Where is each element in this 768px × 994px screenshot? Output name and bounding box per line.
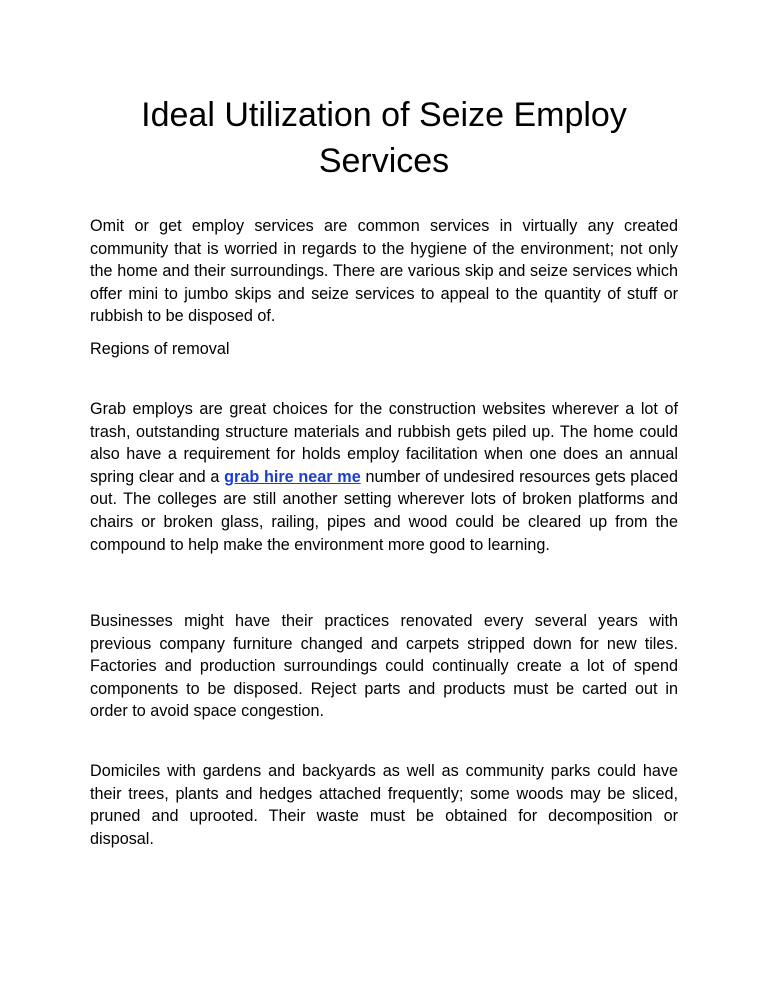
regions-heading: Regions of removal	[90, 340, 230, 358]
paragraph-grab-employs	[90, 398, 678, 556]
paragraph-2-text-after: number of undesired resources gets placed out. The colleges are still another setting wherever lots of broken platforms and chairs or broken glass, railing, pipes and wood could be cleared up from the compound to help make the environment more good to learning.	[90, 467, 678, 554]
page-title: Ideal Utilization of Seize Employ Services	[141, 96, 627, 180]
paragraph-2-text-before: Grab employs are great choices for the construction websites wherever a lot of trash, outstanding structure materials and rubbish gets piled up. The home could also have a requirement for holds employ facilitation when one does an annual spring clear and a	[90, 400, 678, 486]
paragraph-intro: Omit or get employ services are common services in virtually any created community that is worried in regards to the hygiene of the environment; not only the home and their surroundings. There are various skip and seize services which offer mini to jumbo skips and seize services to appeal to the quantity of stuff or rubbish to be disposed of.	[90, 217, 678, 326]
paragraph-businesses: Businesses might have their practices renovated every several years with previous company furniture changed and carpets stripped down for new tiles. Factories and production surroundings could continually create a lot of spend components to be disposed. Reject parts and products must be carted out in order to avoid space congestion.	[90, 612, 678, 721]
paragraph-domiciles: Domiciles with gardens and backyards as well as community parks could have their trees, plants and hedges attached frequently; some woods may be sliced, pruned and uprooted. Their waste must be obtained for decomposition or disposal.	[90, 762, 678, 848]
grab-hire-link[interactable]: grab hire near me	[224, 467, 361, 486]
